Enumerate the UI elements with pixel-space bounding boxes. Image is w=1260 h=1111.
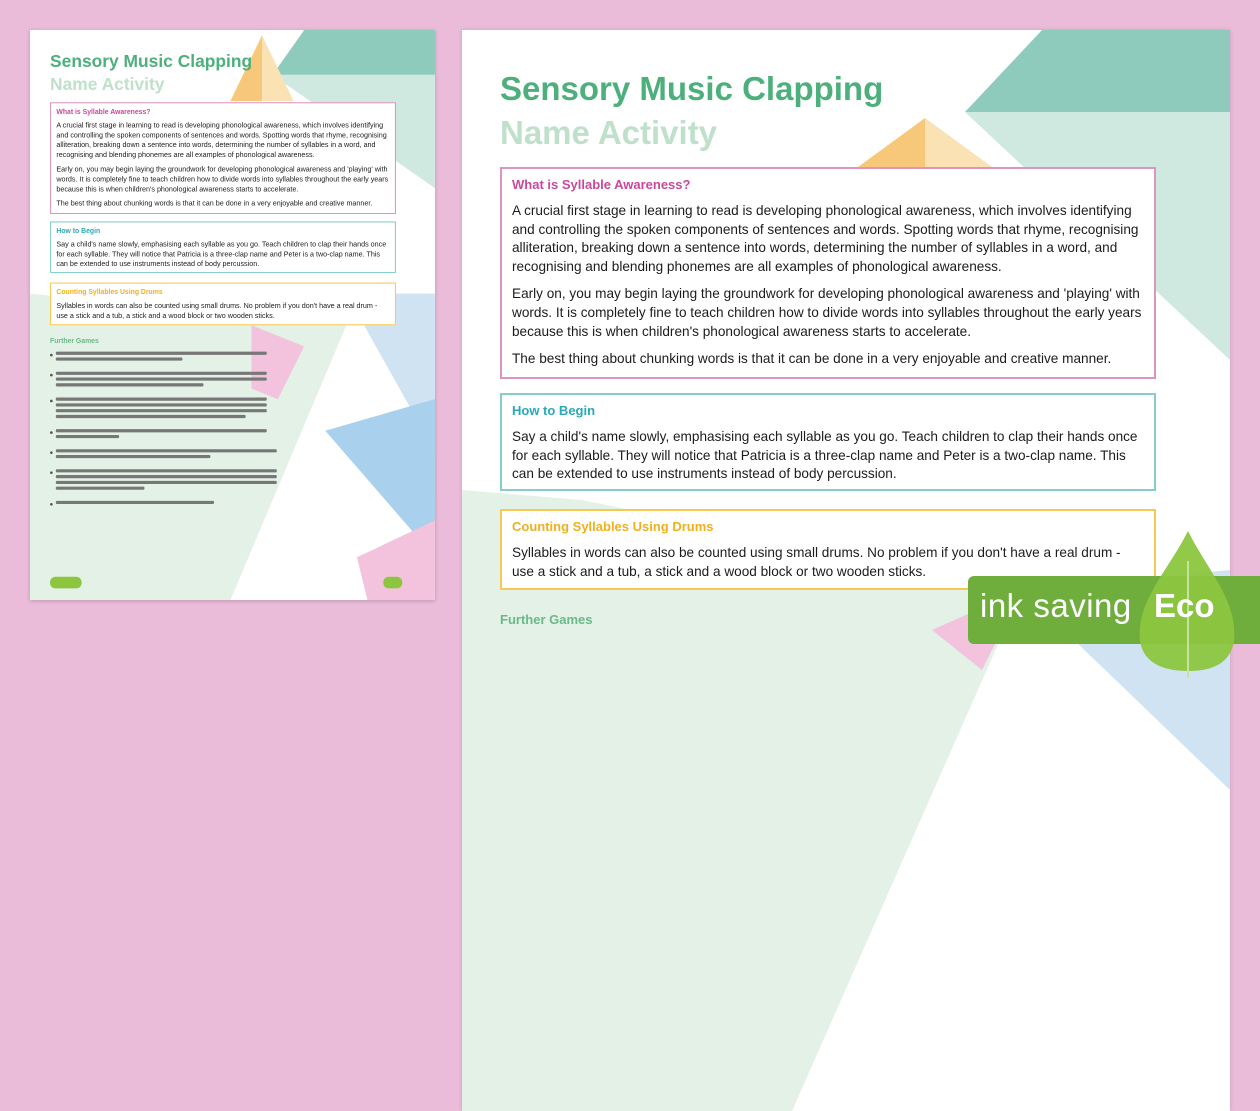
paragraph: Say a child's name slowly, emphasising each syllable as you go. Teach children to clap their hands once for each syllable. They will notice that Patricia is a three-clap name and Peter is a two-clap name. This can be extended to use instruments instead of body percussion.: [56, 240, 387, 268]
section-heading: Counting Syllables Using Drums: [56, 287, 163, 296]
section-heading: What is Syllable Awareness?: [56, 107, 151, 116]
paragraph: The best thing about chunking words is that it can be done in a very enjoyable and creative manner.: [56, 199, 373, 208]
eco-label: Eco: [1154, 587, 1215, 624]
paragraph: A crucial first stage in learning to read is developing phonological awareness, which involves identifying and controlling the spoken components of sentences and words. Spotting words that rhyme, recognising alliteration, breaking down a sentence into words, determining the number of syllables in a word, and recognising and blending phonemes are all examples of phonological awareness.: [512, 203, 1139, 274]
paragraph: The best thing about chunking words is that it can be done in a very enjoyable and creative manner.: [512, 351, 1112, 367]
badge-label: ink saving: [980, 587, 1132, 624]
section-counting-drums: [50, 283, 396, 326]
further-games-heading: Further Games: [50, 336, 99, 345]
page-subtitle: Name Activity: [50, 74, 165, 94]
paragraph: Syllables in words can also be counted using small drums. No problem if you don't have a real drum - use a stick and a tub, a stick and a wood block or two wooden sticks.: [56, 301, 378, 320]
section-heading: How to Begin: [512, 403, 596, 418]
ink-saving-badge: [968, 531, 1260, 678]
section-heading: How to Begin: [56, 226, 101, 235]
paragraph: Early on, you may begin laying the groundwork for developing phonological awareness and 'playing' with words. It is completely fine to teach children how to divide words into syllables throughout the early years because this is when children's phonological awareness starts to accelerate.: [512, 286, 1142, 339]
further-games-list: [50, 352, 277, 515]
further-games-heading: Further Games: [500, 612, 593, 627]
paragraph: Say a child's name slowly, emphasising each syllable as you go. Teach children to clap their hands once for each syllable. They will notice that Patricia is a three-clap name and Peter is a two-clap name. This can be extended to use instruments instead of body percussion.: [512, 429, 1138, 482]
paragraph: A crucial first stage in learning to read is developing phonological awareness, which involves identifying and controlling the spoken components of sentences and words. Spotting words that rhyme, recognising alliteration, breaking down a sentence into words, determining the number of syllables in a word, and recognising and blending phonemes are all examples of phonological awareness.: [56, 121, 387, 159]
page-thumbnail[interactable]: [30, 30, 435, 600]
logo-icon: [50, 577, 82, 589]
section-how-to-begin: [50, 221, 396, 273]
paragraph: Early on, you may begin laying the groundwork for developing phonological awareness and 'playing' with words. It is completely fine to teach children how to divide words into syllables throughout the early years because this is when children's phonological awareness starts to accelerate.: [56, 165, 389, 193]
paragraph: Syllables in words can also be counted using small drums. No problem if you don't have a real drum - use a stick and a tub, a stick and a wood block or two wooden sticks.: [512, 545, 1121, 579]
section-heading: Counting Syllables Using Drums: [512, 519, 714, 534]
page-title: Sensory Music Clapping: [500, 70, 884, 107]
section-how-to-begin: [500, 393, 1156, 491]
page-title: Sensory Music Clapping: [50, 51, 253, 71]
page-subtitle: Name Activity: [500, 114, 718, 151]
section-syllable-awareness: [500, 167, 1156, 379]
section-heading: What is Syllable Awareness?: [512, 177, 691, 192]
eco-logo-icon: [383, 577, 402, 589]
section-syllable-awareness: [50, 102, 396, 214]
thumbnail-page: [30, 30, 435, 600]
